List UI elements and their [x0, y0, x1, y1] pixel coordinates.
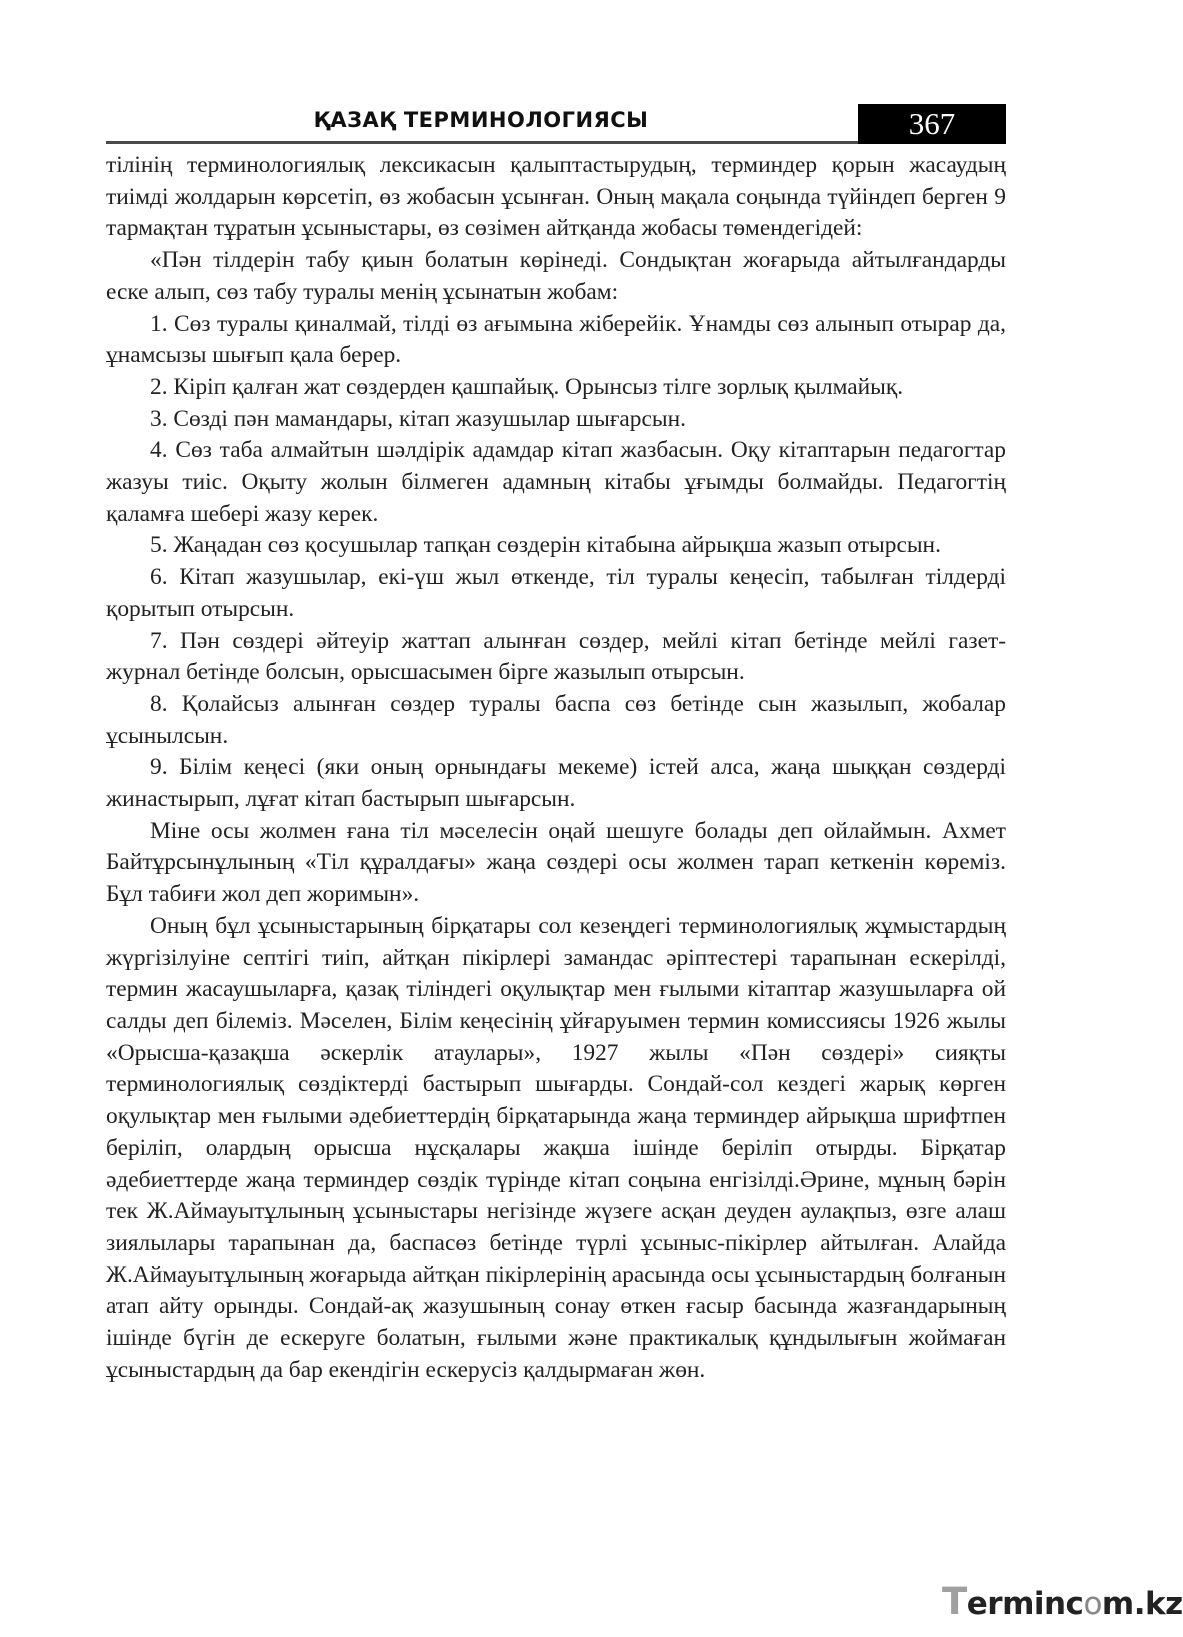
- paragraph-quote-end: Міне осы жолмен ғана тіл мәселесін оңай шешуге болады деп ойлаймын. Ахмет Байтұрсынұлының «Тіл құралдағы» жаңа сөздері осы жолмен тарап кеткенін көреміз. Бұл табиғи жол деп жоримын».: [106, 817, 1006, 908]
- list-item-4: 4. Сөз таба алмайтын шәлдірік адамдар кітап жазбасын. Оқу кітаптарын педагогтар жазуы тиіс. Оқыту жолын білмеген адамның кітабы ұғымды болмайды. Педагогтің қаламға шебері жазу керек.: [106, 437, 1006, 527]
- watermark-magnifier-o: o: [1083, 1586, 1102, 1622]
- watermark-letter-t: T: [942, 1580, 967, 1623]
- list-item-9: 9. Білім кеңесі (яки оның орнындағы мекеме) істей алса, жаңа шыққан сөздерді жинастырып, лұғат кітап бастырып шығарсын.: [106, 754, 1006, 813]
- list-item-1: 1. Сөз туралы қиналмай, тілді өз ағымына жіберейік. Ұнамды сөз алынып отырар да, ұнамсызы шығып қала берер.: [106, 310, 1006, 369]
- header-rule: [106, 141, 858, 144]
- list-item-6: 6. Кітап жазушылар, екі-үш жыл өткенде, тіл туралы кеңесіп, табылған тілдерді қорытып отырсын.: [106, 564, 1006, 622]
- list-item-5: 5. Жаңадан сөз қосушылар тапқан сөздерін кітабына айрықша жазып отырсын.: [150, 532, 941, 559]
- paragraph-quote-intro: «Пән тілдерін табу қиын болатын көрінеді. Сондықтан жоғарыда айтылғандарды еске алып, сөз табу туралы менің ұсынатын жобам:: [106, 247, 1006, 305]
- list-item-7: 7. Пән сөздері әйтеуір жаттап алынған сөздер, мейлі кітап бетінде мейлі газет-журнал бетінде болсын, орысшасымен бірге жазылып отырсын.: [106, 627, 1006, 686]
- watermark-text-b: m.kz: [1101, 1586, 1183, 1622]
- site-watermark: [942, 1580, 1183, 1623]
- page-number: 367: [858, 104, 1006, 144]
- running-header: [106, 104, 1006, 144]
- paragraph-analysis: Оның бұл ұсыныстарының бірқатары сол кезеңдегі терминологиялық жұмыстардың жүргізілуіне септігі тиіп, айтқан пікірлері замандас әріптестері тарапынан ескерілді, термин жасаушыларға, қазақ тіліндегі оқулықтар мен ғылыми кітаптар жазушыларға ой салды деп білеміз. Мәселен, Білім кеңесінің ұйғаруымен термин комиссиясы 1926 жылы «Орысша-қазақша әскерлік атаулары», 1927 жылы «Пән сөздері» сияқты терминологиялық сөздіктерді бастырып шығарды. Сондай-сол кездегі жарық көрген оқулықтар мен ғылыми әдебиеттердің бірқатарында жаңа терминдер айрықша шрифтпен беріліп, олардың орысша нұсқалары жақша ішінде беріліп отырды. Бірқатар әдебиеттерде жаңа терминдер сөздік түрінде кітап соңына енгізілді.Әрине, мұның бәрін тек Ж.Аймауытұлының ұсыныстары негізінде жүзеге асқан деуден аулақпыз, өзге алаш зиялылары тарапынан да, баспасөз бетінде түрлі ұсыныс-пікірлер айтылған. Алайда Ж.Аймауытұлының жоғарыда айтқан пікірлерінің арасында осы ұсыныстардың болғанын атап айту орынды. Сондай-ақ жазушының сонау өткен ғасыр басында жазғандарының ішінде бүгін де ескеруге болатын, ғылыми және практикалық құндылығын жоймаған ұсыныстардың да бар екендігін ескерусіз қалдырмаған жөн.: [106, 912, 1006, 1383]
- list-item-8: 8. Қолайсыз алынған сөздер туралы баспа сөз бетінде сын жазылып, жобалар ұсынылсын.: [106, 690, 1006, 749]
- list-item-2: 2. Кіріп қалған жат сөздерден қашпайық. Орынсыз тілге зорлық қылмайық.: [150, 373, 904, 400]
- header-title: ҚАЗАҚ ТЕРМИНОЛОГИЯСЫ: [313, 108, 649, 132]
- watermark-text-a: erminc: [966, 1586, 1084, 1622]
- list-item-3: 3. Сөзді пән мамандары, кітап жазушылар шығарсын.: [150, 405, 686, 432]
- paragraph-continuation: тілінің терминологиялық лексикасын қалыптастырудың, терминдер қорын жасаудың тиімді жолдарын көрсетіп, өз жобасын ұсынған. Оның мақала соңында түйіндеп берген 9 тармақтан тұратын ұсыныстары, өз сөзімен айтқанда жобасы төмендегідей:: [106, 152, 1006, 242]
- body-text: [106, 150, 1006, 1386]
